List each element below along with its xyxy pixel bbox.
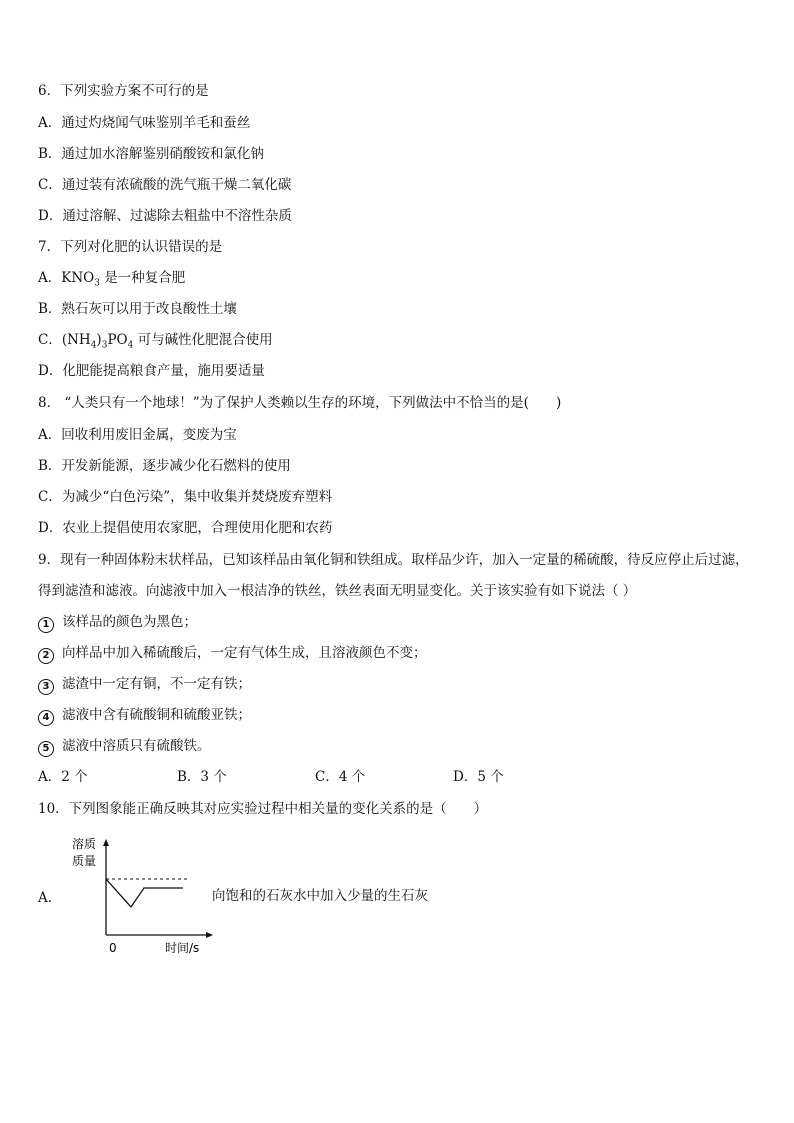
q10-option-a-description: 向饱和的石灰水中加入少量的生石灰: [212, 888, 428, 904]
q7-c-sub3: 4: [127, 340, 134, 351]
q7-a-pre: A．KNO: [38, 270, 95, 286]
circled-number-4: 4: [38, 710, 54, 726]
circled-number-1: 1: [38, 617, 54, 633]
circled-number-2: 2: [38, 648, 54, 664]
q9-statement-text: 该样品的颜色为黑色；: [62, 614, 197, 630]
graph-origin-label: 0: [109, 941, 117, 955]
q7-a-sub: 3: [94, 278, 100, 289]
graph-y-label-line1: 溶质: [72, 837, 97, 851]
q9-statement-5: [38, 737, 211, 757]
graph-x-label: 时间/s: [165, 941, 200, 955]
q7-c-sub1: 4: [90, 340, 97, 351]
q10-stem: 10．下列图象能正确反映其对应实验过程中相关量的变化关系的是（ ）: [38, 801, 488, 817]
q9-stem-line2: 得到滤渣和滤液。向滤液中加入一根洁净的铁丝，铁丝表面无明显变化。关于该实验有如下说法（ ）: [38, 583, 637, 599]
graph-curve: [106, 879, 183, 907]
q9-statement-1: [38, 613, 197, 633]
q7-c-mid2: PO: [107, 332, 128, 348]
circled-number-3: 3: [38, 679, 54, 695]
q9-statement-text: 向样品中加入稀硫酸后，一定有气体生成，且溶液颜色不变；: [62, 645, 427, 661]
graph-x-axis-arrow: [206, 932, 213, 938]
q6-option-a: A．通过灼烧闻气味鉴别羊毛和蚕丝: [38, 115, 251, 131]
q9-statement-text: 滤渣中一定有铜，不一定有铁；: [62, 676, 251, 692]
q9-stem-line1: 9．现有一种固体粉末状样品，已知该样品由氧化铜和铁组成。取样品少许，加入一定量的稀硫酸，待反应停止后过滤，: [38, 552, 749, 568]
q9-statement-text: 滤液中含有硫酸铜和硫酸亚铁；: [62, 707, 251, 723]
q7-c-sub2: 3: [101, 340, 108, 351]
q7-c-post: 可与碱性化肥混合使用: [133, 332, 273, 348]
q9-option-b: B．3 个: [177, 769, 227, 785]
q10-option-a-graph: [68, 835, 218, 960]
q9-statement-2: [38, 644, 427, 664]
q9-option-d: D．5 个: [453, 769, 504, 785]
q7-stem: 7．下列对化肥的认识错误的是: [38, 239, 223, 255]
q9-statement-4: [38, 706, 251, 726]
q9-option-c: C．4 个: [315, 769, 366, 785]
q8-option-b: B．开发新能源，逐步减少化石燃料的使用: [38, 458, 291, 474]
q7-c-mid: ): [96, 332, 102, 348]
q7-a-post: 是一种复合肥: [99, 270, 186, 286]
q7-c-pre: C．(NH: [38, 332, 91, 348]
q10-option-a-label: A．: [38, 890, 62, 906]
graph-y-label-line2: 质量: [72, 854, 97, 868]
q6-option-b: B．通过加水溶解鉴别硝酸铵和氯化钠: [38, 146, 264, 162]
q9-statement-text: 滤液中溶质只有硫酸铁。: [62, 738, 211, 754]
q8-stem: 8． “人类只有一个地球！”为了保护人类赖以生存的环境，下列做法中不恰当的是( ): [38, 395, 562, 411]
q6-option-c: C．通过装有浓硫酸的洗气瓶干燥二氧化碳: [38, 177, 292, 193]
q9-statement-3: [38, 675, 251, 695]
q6-stem: 6．下列实验方案不可行的是: [38, 83, 209, 99]
q8-option-a: A．回收利用废旧金属，变废为宝: [38, 427, 237, 443]
circled-number-5: 5: [38, 741, 54, 757]
q9-option-a: A．2 个: [38, 769, 88, 785]
q8-option-c: C．为减少“白色污染”，集中收集并焚烧废弃塑料: [38, 489, 333, 505]
q7-option-c: [38, 331, 273, 355]
q6-option-d: D．通过溶解、过滤除去粗盐中不溶性杂质: [38, 208, 292, 224]
q8-option-d: D．农业上提倡使用农家肥，合理使用化肥和农药: [38, 520, 333, 536]
graph-y-axis-arrow: [103, 839, 109, 846]
q7-option-d: D．化肥能提高粮食产量，施用要适量: [38, 363, 265, 379]
q7-option-b: B．熟石灰可以用于改良酸性土壤: [38, 301, 237, 317]
q7-option-a: [38, 269, 185, 293]
